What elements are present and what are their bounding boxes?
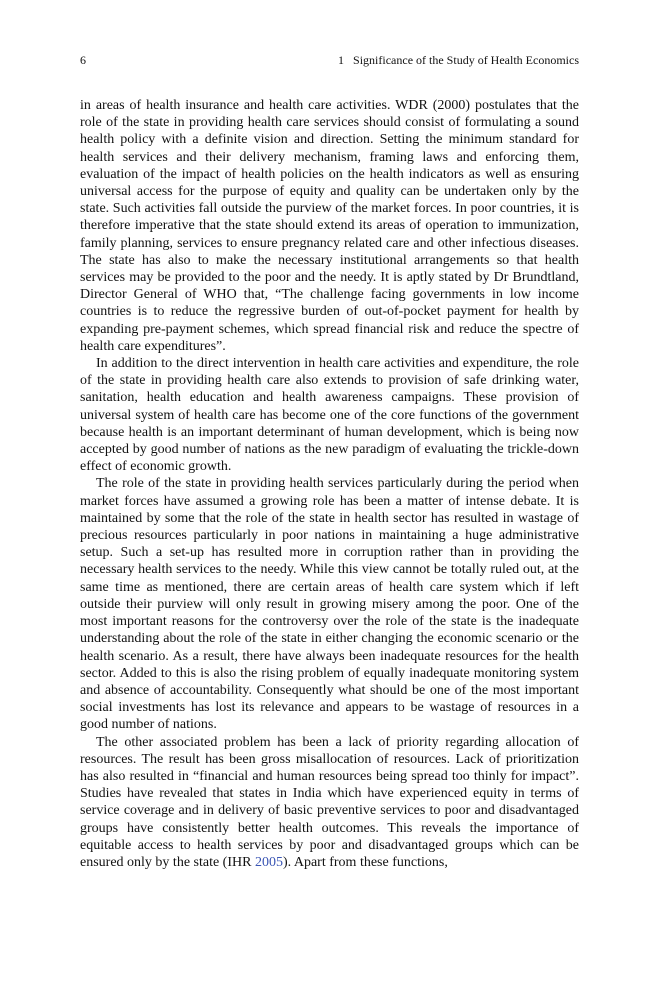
- paragraph-1: in areas of health insurance and health care activities. WDR (2000) postulates that the role of the state in providing health care services should consist of formulating a sound health policy with a definite vision and direction. Setting the minimum standard for health services and their delivery mechanism, framing laws and enforcing them, evaluation of the impact of health policies on the health indicators as well as ensuring universal access for the purpose of equity and quality can be undertaken only by the state. Such activities fall outside the purview of the market forces. In poor countries, it is therefore imperative that the state should extend its areas of operation to immunization, family planning, services to ensure pregnancy related care and other infectious diseases. The state has also to make the necessary institutional arrangements so that health services may be provided to the poor and the needy. It is aptly stated by Dr Brundtland, Director General of WHO that, “The challenge facing governments in low income countries is to reduce the regressive burden of out-of-pocket payment for health by expanding pre-payment schemes, which spread financial risk and reduce the spectre of health care expenditures”.: [80, 98, 579, 354]
- paragraph-3: The role of the state in providing health services particularly during the period when market forces have assumed a growing role has been a matter of intense debate. It is maintained by some that the role of the state in health sector has resulted in wastage of precious resources particularly in poor nations in maintaining a huge administrative setup. Such a set-up has resulted more in corruption rather than in providing the necessary health services to the needy. While this view cannot be totally ruled out, at the same time as mentioned, there are certain areas of health care system which if left outside their purview will only result in growing misery among the poor. One of the most important reasons for the controversy over the role of the state is the inadequate understanding about the role of the state in either changing the economic scenario or the health scenario. As a result, there have always been inadequate resources for the health sector. Added to this is also the rising problem of equally inadequate monitoring system and absence of accountability. Consequently what should be one of the most important social investments has lost its relevance and appears to be wastage of resources in a good number of nations.: [80, 476, 579, 733]
- citation-link-ihr-2005[interactable]: 2005: [254, 854, 283, 870]
- paragraph-4-text: The other associated problem has been a lack of priority regarding allocation of resources. The result has been gross misallocation of resources. Lack of prioritization has also resulted in “financial and human resources being spread too thinly for impact”. Studies have revealed that states in India which have experienced equity in terms of service coverage and in delivery of basic preventive services to poor and disadvantaged groups have consistently better health outcomes. This reveals the importance of equitable access to health services by poor and disadvantaged groups which can be ensured only by the state (IHR: [80, 734, 579, 870]
- body-text: [80, 97, 579, 871]
- page-number: 6: [80, 53, 86, 67]
- paragraph-4-text-end: ). Apart from these functions,: [282, 854, 448, 870]
- chapter-number: 1: [338, 53, 345, 67]
- chapter-title: Significance of the Study of Health Economics: [353, 53, 579, 67]
- paragraph-4: [80, 734, 579, 872]
- running-head: [338, 53, 579, 67]
- paragraph-2: In addition to the direct intervention in health care activities and expenditure, the role of the state in providing health care also extends to provision of safe drinking water, sanitation, health education and health awareness campaigns. These provision of universal system of health care has become one of the core functions of the government because health is an important determinant of human development, which is being now accepted by good number of nations as the new paradigm of evaluating the trickle-down effect of economic growth.: [80, 356, 579, 475]
